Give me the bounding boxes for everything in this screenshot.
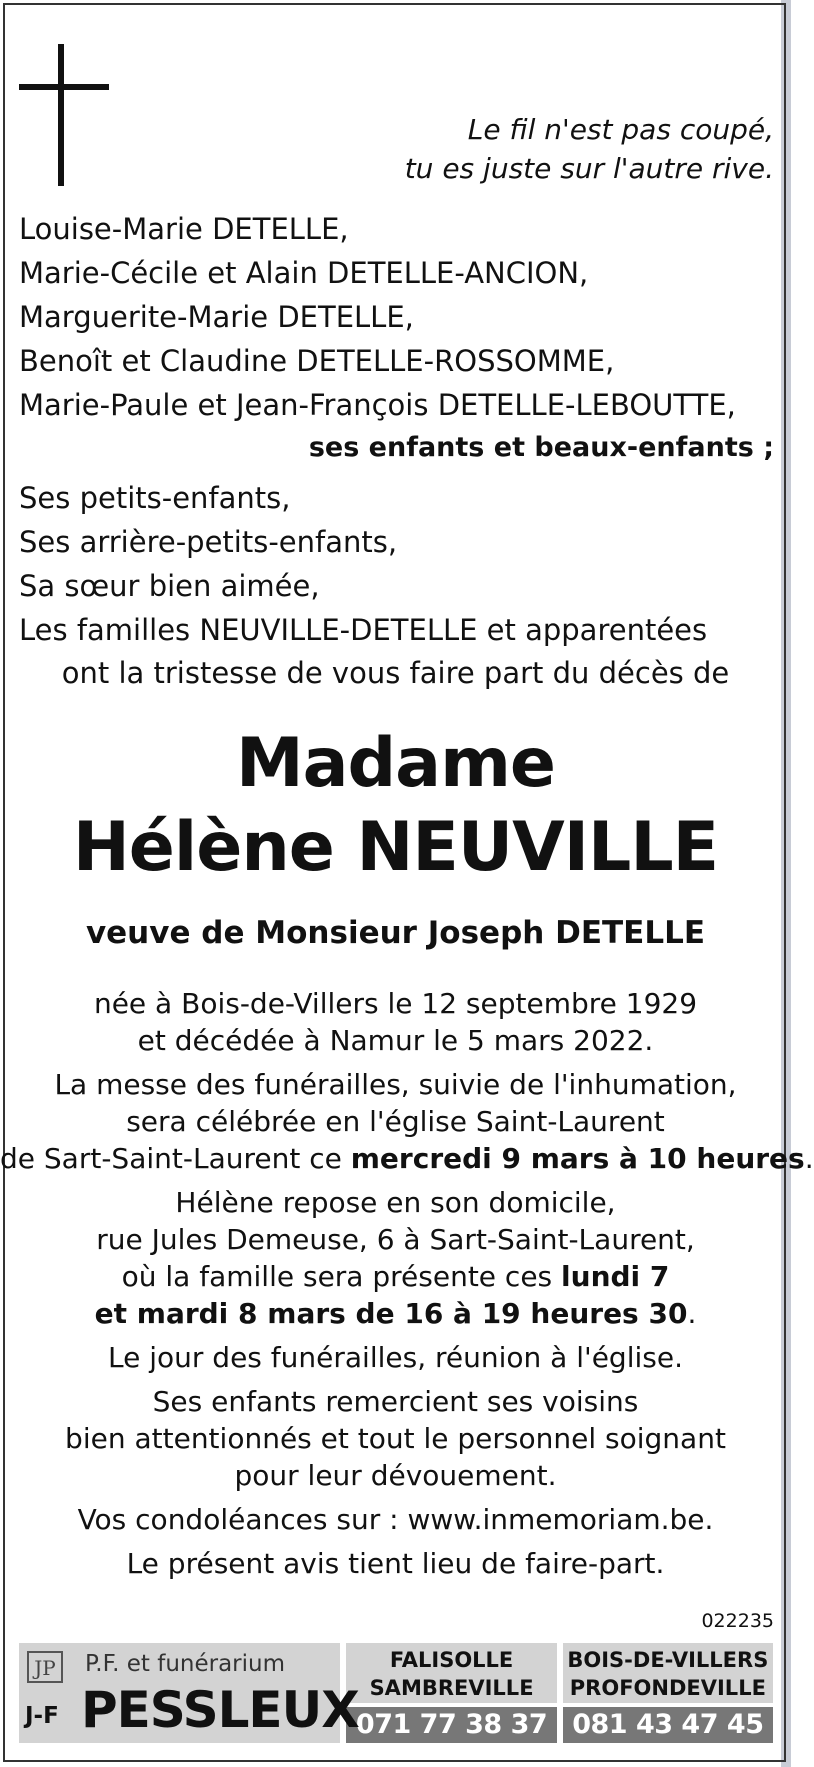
funeral-home-subtitle: P.F. et funérarium [85,1651,286,1677]
svg-text:JP: JP [34,1656,56,1680]
family-names [19,207,736,427]
relative-line: Les familles NEUVILLE-DETELLE et apparentées [19,613,708,647]
rest-line: et mardi 8 mars de 16 à 19 heures 30. [94,1297,697,1330]
death-line: et décédée à Namur le 5 mars 2022. [137,1024,654,1057]
children-caption: ses enfants et beaux-enfants ; [308,432,774,463]
relative-line: Ses petits-enfants, [19,481,291,515]
other-relatives [19,476,707,652]
office-places: FALISOLLE SAMBREVILLE [346,1643,556,1703]
quote-line: tu es juste sur l'autre rive. [404,152,774,185]
reference-number: 022235 [701,1610,774,1632]
announcement: ont la tristesse de vous faire part du décès de [61,656,730,690]
epitaph-quote [405,110,774,188]
rest-line: Hélène repose en son domicile, [175,1186,616,1219]
relative-line: Ses arrière-petits-enfants, [19,525,398,559]
notice-line: Le présent avis tient lieu de faire-part. [126,1547,665,1580]
visitation-day: lundi 7 [561,1260,670,1293]
office-places: BOIS-DE-VILLERS PROFONDEVILLE [563,1643,773,1703]
thanks-line: pour leur dévouement. [234,1459,557,1492]
thanks-line: bien attentionnés et tout le personnel soignant [65,1422,726,1455]
mass-line: La messe des funérailles, suivie de l'inhumation, [54,1068,737,1101]
funeral-home-footer [19,1643,773,1743]
deceased-title: Madame [235,724,556,803]
thanks [0,1383,791,1494]
visitation [0,1184,791,1332]
mass-line: sera célébrée en l'église Saint-Laurent [126,1105,665,1138]
family-name: Benoît et Claudine DETELLE-ROSSOMME, [19,344,615,378]
rest-line: où la famille sera présente ces lundi 7 [121,1260,670,1293]
family-name: Marie-Paule et Jean-François DETELLE-LEBOUTTE, [19,388,736,422]
birth-line: née à Bois-de-Villers le 12 septembre 1929 [93,987,698,1020]
visitation-hours: et mardi 8 mars de 16 à 19 heures 30 [94,1297,688,1330]
mass-line: de Sart-Saint-Laurent ce mercredi 9 mars à 10 heures. [0,1142,814,1175]
meeting-line: Le jour des funérailles, réunion à l'église. [108,1341,683,1374]
family-name: Louise-Marie DETELLE, [19,212,349,246]
quote-line: Le fil n'est pas coupé, [467,113,774,146]
funeral-home-logo [19,1643,359,1743]
relative-line: Sa sœur bien aimée, [19,569,320,603]
condolences-line: Vos condoléances sur : www.inmemoriam.be. [77,1503,714,1536]
birth-death [0,985,791,1059]
office-phone: 071 77 38 37 [346,1707,556,1743]
rest-line: rue Jules Demeuse, 6 à Sart-Saint-Laurent, [96,1223,695,1256]
family-name: Marguerite-Marie DETELLE, [19,300,414,334]
mass-datetime: mercredi 9 mars à 10 heures [350,1142,805,1175]
deceased-name-block [0,722,791,890]
office-falisolle [346,1643,556,1743]
funeral-home-brand: PESSLEUX [81,1681,359,1739]
deceased-name: Hélène NEUVILLE [72,808,719,887]
office-phone: 081 43 47 45 [563,1707,773,1743]
widow-of: veuve de Monsieur Joseph DETELLE [85,915,706,951]
details [0,985,814,1589]
thanks-line: Ses enfants remercient ses voisins [152,1385,639,1418]
jp-monogram-icon [27,1651,63,1683]
office-bois-de-villers [563,1643,773,1743]
funeral-home-initials: J-F [25,1703,59,1729]
funeral-mass [0,1066,814,1177]
family-name: Marie-Cécile et Alain DETELLE-ANCION, [19,256,589,290]
